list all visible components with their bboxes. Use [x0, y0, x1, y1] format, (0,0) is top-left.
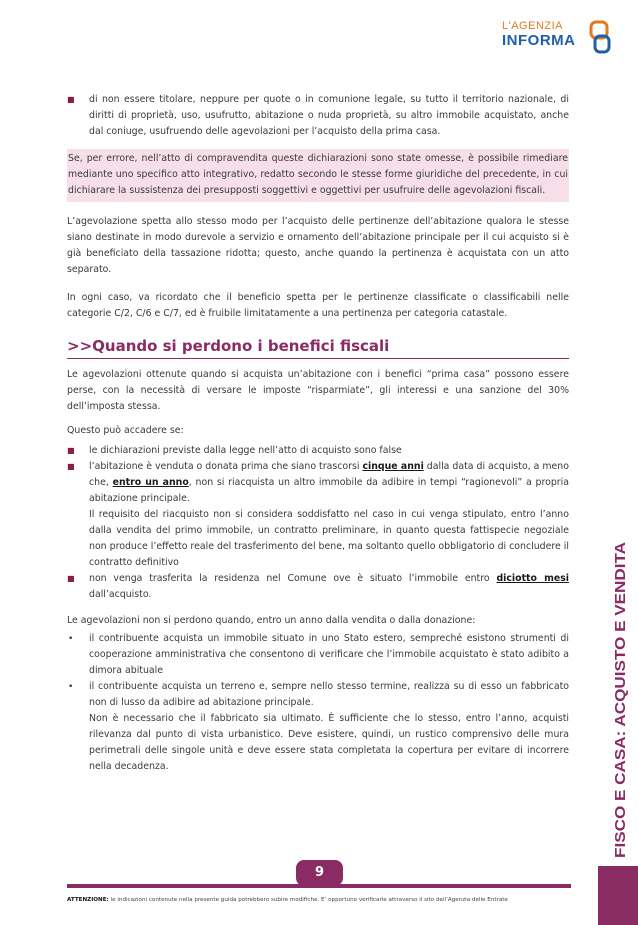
square-bullet-icon: ■ [67, 446, 75, 455]
bullet-text: l’abitazione è venduta o donata prima che siano trascorsi [89, 461, 363, 472]
heading-divider [67, 358, 569, 359]
note-box [67, 149, 569, 202]
square-bullet-icon: ■ [67, 95, 75, 104]
bullet-text: le dichiarazioni previste dalla legge nell’atto di acquisto sono false [89, 445, 402, 456]
list-item [67, 459, 569, 571]
logo-mark-icon [586, 20, 612, 56]
list-item [67, 571, 569, 603]
section-heading: >>Quando si perdono i benefici fiscali [67, 337, 390, 355]
bullet-text: di non essere titolare, neppure per quote o in comunione legale, su tutto il territorio nazionale, di diritti di proprietà, uso, usufrutto, abitazione o nuda proprietà, su altro immobile acquistato, anche dal coniuge, usufruendo delle agevolazioni per l’acquisto della prima casa. [89, 94, 569, 137]
bullet-text: dalla data di acquisto, a meno che, [89, 461, 569, 488]
page-number: 9 [296, 860, 343, 886]
footer-label: ATTENZIONE: [67, 897, 109, 903]
page-content [67, 92, 569, 775]
sidebar-title-text: FISCO E CASA: ACQUISTO E VENDITA [612, 580, 629, 858]
list-item [67, 443, 569, 459]
footer-rule [67, 884, 571, 888]
square-bullet-icon: ■ [67, 574, 75, 583]
square-bullet-icon: ■ [67, 462, 75, 471]
list-item [67, 92, 569, 140]
footer-text: le indicazioni contenute nella presente guida potrebbero subire modifiche. E’ opportuno verificarle attraverso il sito dell’Agenzia delle Entrate [108, 897, 508, 903]
footer-note [67, 897, 587, 903]
paragraph-categorie: In ogni caso, va ricordato che il beneficio spetta per le pertinenze classificate o classificabili nelle categorie C/2, C/6 e C/7, ed è fruibile limitatamente a una pertinenza per categoria catastale. [67, 292, 569, 319]
emphasis-entro-un-anno: entro un anno [112, 477, 189, 488]
bullet-extra-text: Il requisito del riacquisto non si considera soddisfatto nel caso in cui venga stipulato, entro l’anno dalla vendita del primo immobile, un contratto preliminare, in quanto questa fattispecie negoziale non produce l’effetto reale del trasferimento del bene, ma soltanto quello obbligatorio di concludere il contratto definitivo [89, 509, 569, 568]
paragraph-eccezioni: Le agevolazioni non si perdono quando, entro un anno dalla vendita o dalla donazione: [67, 615, 476, 626]
bullet-text: , non si riacquista un altro immobile da adibire in tempi “ragionevoli” a propria abitazione principale. [89, 477, 570, 504]
bullet-text: dall’acquisto. [89, 589, 152, 600]
round-bullet-icon: • [68, 682, 74, 692]
agency-logo [502, 20, 614, 60]
emphasis-diciotto-mesi: diciotto mesi [496, 573, 569, 584]
logo-line1: L'AGENZIA [502, 20, 564, 32]
bullet-text: non venga trasferita la residenza nel Comune ove è situato l’immobile entro [89, 573, 497, 584]
list-item [67, 631, 569, 679]
sidebar-color-bar [598, 866, 638, 925]
paragraph-pertinenze: L’agevolazione spetta allo stesso modo per l’acquisto delle pertinenze dell’abitazione qualora le stesse siano destinate in modo durevole a servizio e ornamento dell’abitazione principale per il cui acquisto si è già beneficiato della tassazione ridotta; questo, anche quando la pertinenza è acquistata con un atto separato. [67, 216, 569, 275]
list-item [67, 679, 569, 775]
paragraph-perdita: Le agevolazioni ottenute quando si acquista un’abitazione con i benefici “prima casa” possono essere perse, con la necessità di versare le imposte “risparmiate”, gli interessi e una sanzione del 30% dell’imposta stessa. [67, 369, 569, 412]
note-text: Se, per errore, nell’atto di compravendita queste dichiarazioni sono state omesse, è possibile rimediare mediante uno specifico atto integrativo, redatto secondo le stesse forme giuridiche del precedente, in cui dichiarare la sussistenza dei presupposti soggettivi e oggettivi per usufruire delle agevolazioni fiscali. [68, 153, 568, 196]
emphasis-cinque-anni: cinque anni [362, 461, 424, 472]
sidebar-section-title [598, 440, 638, 860]
bullet-text: il contribuente acquista un terreno e, sempre nello stesso termine, realizza su di esso un fabbricato non di lusso da adibire ad abitazione principale. [89, 681, 569, 708]
logo-line2: INFORMA [502, 32, 576, 49]
round-bullet-icon: • [68, 634, 74, 644]
bullet-extra-text: Non è necessario che il fabbricato sia ultimato. È sufficiente che lo stesso, entro l’anno, acquisti rilevanza dal punto di vista urbanistico. Deve esistere, quindi, un rustico comprensivo delle mura perimetrali delle singole unità e deve essere stata completata la copertura per evitare di incorrere nella decadenza. [89, 713, 569, 772]
bullet-text: il contribuente acquista un immobile situato in uno Stato estero, sempreché esistono strumenti di cooperazione amministrativa che consentono di verificare che l’immobile acquistato è stato adibito a dimora abituale [89, 633, 569, 676]
paragraph-condizioni: Questo può accadere se: [67, 425, 184, 436]
